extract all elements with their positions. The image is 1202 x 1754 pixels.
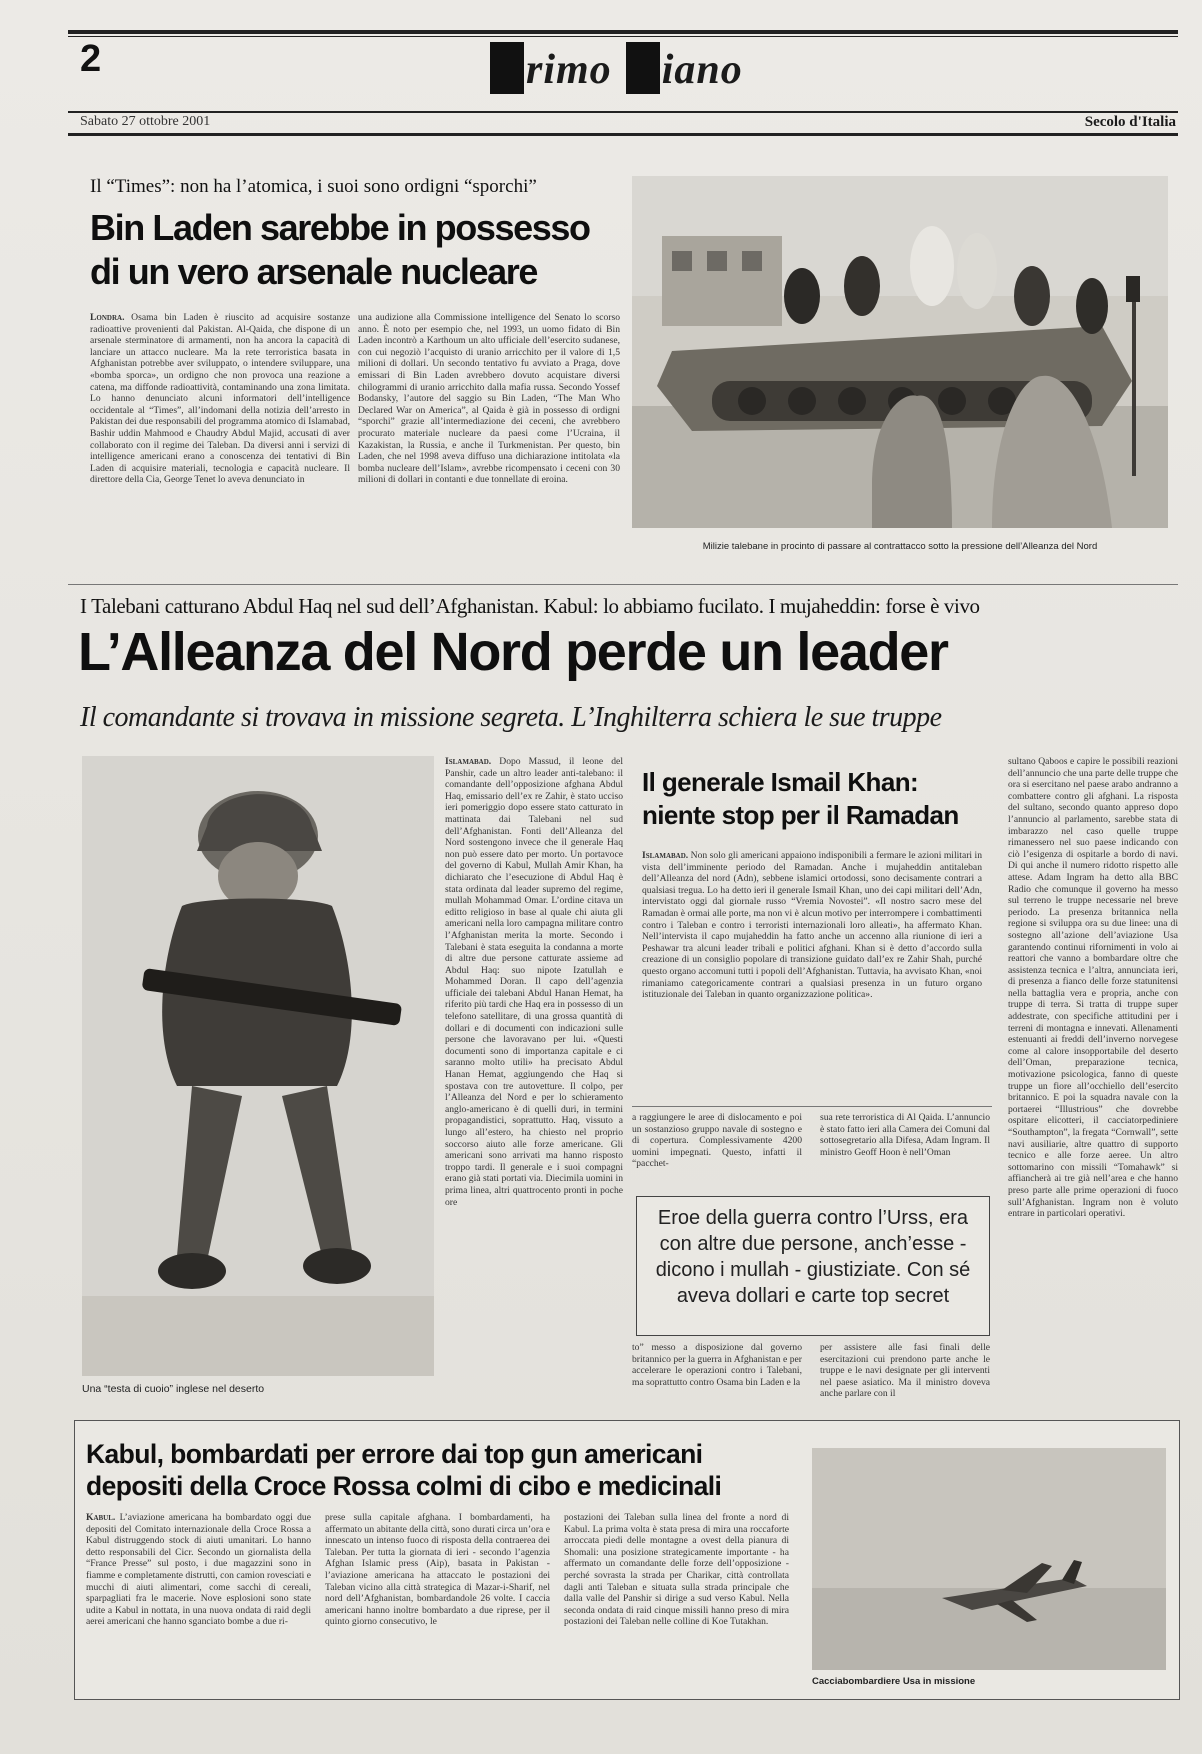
top-rule — [68, 30, 1178, 34]
article3-column-2 — [325, 1512, 550, 1692]
masthead-word-1: rimo — [526, 47, 612, 93]
article3-column-3 — [564, 1512, 789, 1692]
article1-col1-text: Osama bin Laden è riuscito ad acquisire sostanze radioattive provenienti dal Pakistan. Al-Qaida, che dispone di un arsenale sterminatore di armamenti, non ha ancora la capacità di lanciare un attacco nucleare. Ma la rete terroristica basata in Afghanistan potrebbe aver sviluppato, o intendere sviluppare, una «bomba sporca», un ordigno che non provoca una reazione a catena, ma diffonde radioattività, contaminando una zona limitata. Lo hanno denunciato alcuni informatori dell’intelligence occidentale al “Times”, all’indomani della notizia dell’arresto in Pakistan dei due responsabili del programma atomico di Islamabad, Bashir uddin Mahmood e Chaudry Abdul Majid, accusati di aver collaborato con il regime dei Taleban. Da diversi anni i servizi di intelligence americani erano a conoscenza dei tentativi di Bin Laden di acquisire materiali, tecnologia e capacità nucleare. Il direttore della Cia, George Tenet lo aveva denunciato in — [90, 312, 350, 486]
article2-column-2d — [632, 1342, 802, 1408]
article2-rule — [68, 584, 1178, 585]
article2-col2d-text: to” messo a disposizione dal governo britannico per la guerra in Afghanistan e per accelerare le operazioni contro i Talebani, ma soprattutto contro Osama bin Laden e la — [632, 1342, 802, 1388]
ismail-khan-body — [642, 850, 982, 1104]
article2-col2b-text: a raggiungere le aree di dislocamento e poi un sostanzioso gruppo navale di sostegno e di copertura. Complessivamente 4200 uomini impegnati. Questo, infatti il “pacchet- — [632, 1112, 802, 1170]
ismail-khan-dateline: Islamabad. — [642, 850, 689, 861]
header-rule — [68, 111, 1178, 113]
pull-quote-text: Eroe della guerra contro l’Urss, era con altre due persone, anch’esse - dicono i mullah - giustiziate. Con sé aveva dollari e carte top secret — [655, 1207, 971, 1307]
article3-column-1 — [86, 1512, 311, 1692]
paper-name: Secolo d'Italia — [1084, 114, 1176, 130]
article2-column-3 — [1008, 756, 1178, 1408]
article1-column-2 — [358, 312, 620, 552]
article1-kicker: Il “Times”: non ha l’atomica, i suoi sono ordigni “sporchi” — [90, 176, 537, 197]
masthead-initial-block — [490, 42, 524, 94]
article1-dateline: Londra. — [90, 312, 125, 323]
soldier-photo-caption: Una “testa di cuoio” inglese nel deserto — [82, 1383, 265, 1395]
article3-col2-text: prese sulla capitale afghana. I bombardamenti, ha affermato un abitante della città, sono durati circa un’ora e innescato un intenso fuoco di risposta della contraerea dei Taleban. Per tutta la giornata di ieri - secondo l’agenzia Afghan Islamic press (Aip), basata in Pakistan - l’aviazione americana ha attaccato le postazioni dei Taleban vicino alla città strategica di Mazar-i-Sharif, nel nord dell’Afghanistan, bombardandole 26 volte. I caccia americani hanno inoltre bombardato a due riprese, per il quinto giorno consecutivo, le — [325, 1512, 550, 1628]
article2-col1-text: Dopo Massud, il leone del Panshir, cade un altro leader anti-talebano: il comandante dell’opposizione afghana Abdul Haq, emissario dell’ex re Zahir, è stato ucciso ieri pomeriggio dopo essere stato catturato in mattinata dai Talebani nel sud dell’Afghanistan. Fonti dell’Alleanza del Nord sostengono invece che il generale Haq non può essere dato per morto. Un portavoce del governo di Kabul, Mullah Amir Khan, ha dichiarato che l’esecuzione di Abdul Haq è stata ordinata dal leader supremo del regime, mullah Mohammad Omar. L’ordine citava un editto religioso in base al quale chi aiuta gli americani nella loro campagna militare contro l’Afghanistan merita la morte. Secondo i Talebani è stata eseguita la condanna a morte di altre due persone catturate assieme ad Abdul Haq: suo nipote Izatullah e Mohammed Doran. Il capo dell’agenzia ufficiale dei talebani Abdul Hanan Hemat, ha riferito più tardi che Haq era in possesso di un telefono satellitare, di una grossa quantità di dollari e di documenti con indicazioni sulle persone che lavoravano per lui. «Questi documenti sono di importanza capitale e ci saranno molto utili» ha precisato Abdul Hanan Hemat, aggiungendo che Haq si spostava con tre autovetture. Il colpo, per l’Alleanza del Nord e per lo schieramento anglo-americano è di quelli duri, in termini propagandistici, soprattutto. Haq, vissuto a lungo all’estero, ha chiesto nel proprio soccorso aiuto alle forze americane. Gli americani sono arrivati ma hanno risposto troppo tardi. Il generale e i suoi compagni erano già stati portati via. Diecimila uomini in prima linea, altri quattrocento pronti in poche ore — [445, 756, 623, 1208]
article3-col3-text: postazioni dei Taleban sulla linea del fronte a nord di Kabul. La prima volta è stata presa di mira una roccaforte arroccata piedi delle montagne a ovest della pianura di Shomali: una posizione strategicamente importante - ha affermato un comandante delle forze dell’opposizione - perché sovrasta la strada per Charikar, città controllata dagli anti Taleban e situata sulla strada principale che dalla valle del Panshir si dirige a sud verso Kabul. Nella seconda ondata di raid cinque missili hanno preso di mira postazioni dei Taleban nelle colline di Koe Tutakhan. — [564, 1512, 789, 1628]
article1-headline-line2: di un vero arsenale nucleare — [90, 251, 538, 292]
article2-col3-text: sultano Qaboos e capire le possibili reazioni dell’annuncio che una parte delle truppe che ora si esercitano nel paese arabo andranno a combattere contro gli afghani. La risposta del sultano, secondo quanto appreso dopo l’annuncio al parlamento, sarebbe stata di imbarazzo nel caso quelle truppe rimanessero nel suo paese indicando con ciò l’esigenza di ospitarle a bordo di navi. Di qui anche il numero ridotto rispetto alle attese. Adam Ingram ha detto alla BBC Radio che comunque il governo ha messo sul terreno le truppe necessarie nel breve periodo. La presenza britannica nella regione si sviluppa ora su due linee: una di sostegno all’azione dell’aviazione Usa garantendo continui rifornimenti in volo ai reattori che vanno a bombardare oltre che assistenza tecnica e l’altra, annunciata ieri, di presenza a fianco delle forze statunitensi nella battaglia vera e propria, anche con truppe di terra. Si tratta di truppe super addestrate, con specifiche attitudini per i terreni di montagna e innevati. Allenamenti estenuanti ai freddi dell’inverno norvegese come al calore insopportabile del deserto dell’Oman, preparazione tecnica, motivazione psicologica, fanno di queste truppe un fiore all’occhiello dell’esercito britannico. E poi la squadra navale con la portaerei “Illustrious” che dovrebbe ospitare elicotteri, il cacciatorpediniere “Southampton”, la fregata “Cornwall”, sette navi ausiliarie, altre quattro di supporto tecnico e alle forze aeree. Un altro sottomarino con missili “Tomahawk” si affiancherà ai tre già nell’area e che hanno preso parte alle prime operazioni di fuoco sull’Afghanistan. Ingram non è voluto entrare in particolari operativi. — [1008, 756, 1178, 1220]
article2-kicker: I Talebani catturano Abdul Haq nel sud dell’Afghanistan. Kabul: lo abbiamo fucilato. I mujaheddin: forse è vivo — [80, 594, 980, 618]
article1-column-1 — [90, 312, 350, 552]
article2-dateline: Islamabad. — [445, 756, 492, 767]
article1-headline — [90, 206, 590, 294]
article2-col2e-text: per assistere alle fasi finali delle esercitazioni cui prendono parte anche le truppe e le navi designate per gli interventi nel paese asiatico. Ma il ministro doveva anche parlare con il — [820, 1342, 990, 1400]
soldier-photo — [82, 756, 434, 1376]
page-number: 2 — [80, 38, 102, 80]
fighter-jet-caption: Cacciabombardiere Usa in missione — [812, 1676, 976, 1687]
pull-quote-box — [636, 1196, 990, 1336]
ismail-khan-headline-line1: Il generale Ismail Khan: — [642, 767, 919, 797]
article2-col2c-text: sua rete terroristica di Al Qaida. L’annuncio è stato fatto ieri alla Camera dei Comuni dal sottosegretario alla Difesa, Adam Ingram. Il ministro Geoff Hoon è nell’Oman — [820, 1112, 990, 1158]
article2-subheadline: Il comandante si trovava in missione segreta. L’Inghilterra schiera le sue truppe — [80, 702, 942, 733]
article1-headline-line1: Bin Laden sarebbe in possesso — [90, 207, 590, 248]
soldier-illustration — [82, 756, 434, 1376]
article2-column-2b — [632, 1112, 802, 1188]
fighter-jet-illustration — [812, 1448, 1166, 1670]
militia-tank-illustration — [632, 176, 1168, 528]
article3-dateline: Kabul. — [86, 1512, 116, 1523]
article2-column-2e — [820, 1342, 990, 1408]
issue-date: Sabato 27 ottobre 2001 — [80, 114, 211, 129]
article3-headline-line2: depositi della Croce Rossa colmi di cibo e medicinali — [86, 1471, 722, 1501]
masthead-word-2: iano — [661, 47, 743, 93]
article3-headline — [86, 1438, 786, 1502]
inner-box-rule — [632, 1106, 992, 1107]
masthead-initial-block-2 — [626, 42, 660, 94]
ismail-khan-headline-line2: niente stop per il Ramadan — [642, 800, 959, 830]
article1-col2-text: una audizione alla Commissione intelligence del Senato lo scorso anno. È noto per esempio che, nel 1993, un uomo fidato di Bin Laden incontrò a Karthoum un alto ufficiale dell’esercito sudanese, con cui negoziò l’acquisto di uranio arricchito per il valore di 1,5 milioni di dollari. Un secondo tentativo fu avviato a Praga, dove emissari di Bin Laden avrebbero dovuto acquistare diversi chilogrammi di uranio arricchito dalla mafia russa. Secondo Yossef Bodansky, l’autore del saggio su Bin Laden, “The Man Who Declared War on America”, al Qaida è già in possesso di ordigni “sporchi” grazie all’intermediazione dei ceceni, che avrebbero procurato materiale nucleare da paesi come l’Ucraina, il Kazakistan, la Russia, e anche il Turkmenistan. Per questo, bin Laden, che nel 1998 aveva diffuso una dichiarazione intitolata «la bomba nucleare dell’Islam», avrebbe ricompensato i ceceni con 30 milioni di dollari in contanti e due tonnellate di eroina. — [358, 312, 620, 486]
top-rule-thin — [68, 36, 1178, 37]
article2-column-2c — [820, 1112, 990, 1188]
militia-tank-photo — [632, 176, 1168, 528]
section-masthead — [490, 42, 790, 110]
article3-col1-text: L’aviazione americana ha bombardato oggi due depositi del Comitato internazionale della Croce Rossa a Kabul distruggendo stock di aiuti umanitari. Lo hanno detto responsabili del Cicr. Secondo un giornalista della “France Presse” sul posto, i due magazzini sono in fiamme e completamente distrutti, con camion rovesciati e mucchi di aiuti alimentari, come sacchi di cereali, sparpagliati fra le macerie. Nove esplosioni sono state udite a Kabul in nottata, in una nuova ondata di raid degli aerei americani che hanno sganciato bombe a due ri- — [86, 1512, 311, 1628]
militia-photo-caption: Milizie talebane in procinto di passare al contrattacco sotto la pressione dell’Alleanza del Nord — [702, 541, 1098, 552]
article3-headline-line1: Kabul, bombardati per errore dai top gun americani — [86, 1439, 703, 1469]
fighter-jet-photo — [812, 1448, 1166, 1670]
article2-column-1 — [445, 756, 623, 1380]
article2-headline: L’Alleanza del Nord perde un leader — [78, 622, 948, 682]
header-rule-bottom — [68, 133, 1178, 136]
ismail-khan-text: Non solo gli americani appaiono indisponibili a fermare le azioni militari in vista dell’imminente periodo del Ramadan. Anche i mujaheddin antitaleban dell’Alleanza del nord (Adn), sebbene islamici ortodossi, sono decisamente contrari a qualsiasi tregua. Lo ha detto ieri il generale Ismail Khan, uno dei capi militari dell’Adn, intervistato oggi dal giornale russo “Vremia Novostei”. «Il nostro sacro mese del Ramadan è ormai alle porte, ma non vi è alcun motivo per interrompere i combattimenti contro i Taleban e contro i terroristi internazionali loro alleati», ha affermato Khan. Nell’intervista il capo mujaheddin ha fatto anche un accenno alla riunione di ieri a Peshawar tra alcuni leader tribali e politici afghani. Khan si è detto d’accordo sulla creazione di un consiglio popolare di transizione guidato dall’ex re Zahir Shah, purché questo organo accomuni tutti i popoli dell’Afghanistan. Tuttavia, ha avvisato Khan, «noi rimaniamo categoricamente contrari a qualsiasi presenza in un futuro organo istituzionale dei Taleban in quanto organizzazione politica». — [642, 850, 982, 1001]
ismail-khan-headline — [642, 766, 982, 832]
